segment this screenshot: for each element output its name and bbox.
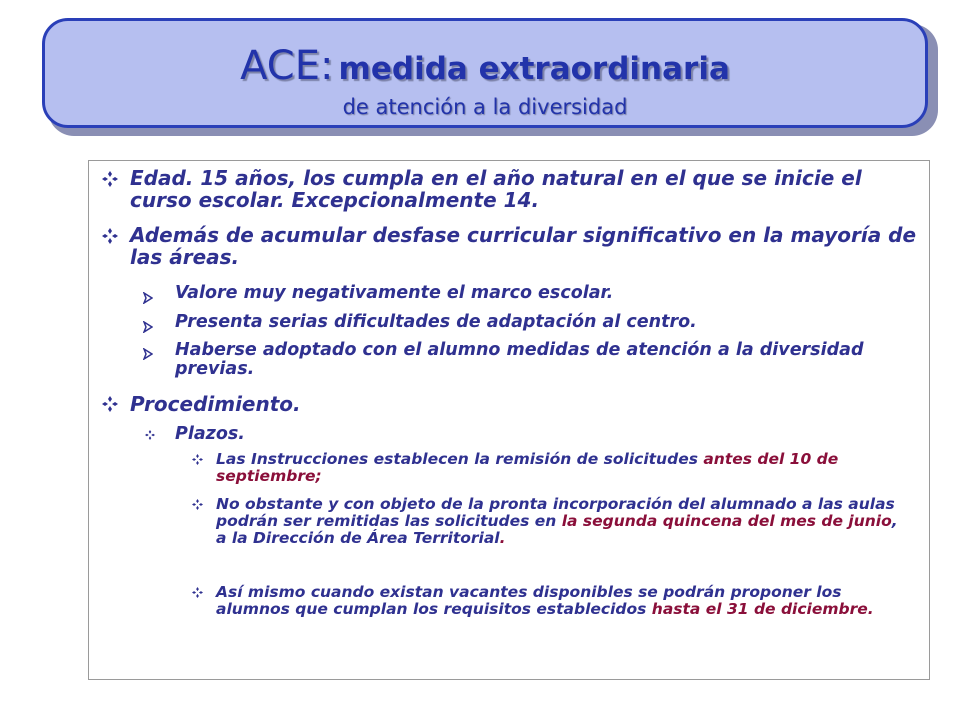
list-item-instrucciones bbox=[216, 451, 916, 485]
small-four-diamond-icon bbox=[192, 587, 203, 598]
no-obstante-text: No obstante y con objeto de la pronta incorporación del alumnado a las aulas podrán ser remitidas las solicitudes en bbox=[216, 495, 895, 530]
small-four-diamond-icon bbox=[192, 499, 203, 510]
list-item-adaptacion: Presenta serias dificultades de adaptación al centro. bbox=[175, 312, 697, 332]
list-item-no-obstante bbox=[216, 496, 906, 547]
arrowhead-icon bbox=[143, 345, 153, 364]
no-obstante-period: . bbox=[499, 529, 506, 547]
small-four-diamond-icon bbox=[192, 454, 203, 465]
title-box bbox=[42, 18, 928, 128]
four-diamond-icon bbox=[102, 396, 118, 412]
list-item-edad: Edad. 15 años, los cumpla en el año natural en el que se inicie el curso escolar. Excepcionalmente 14. bbox=[130, 166, 862, 212]
title-ace: ACE: bbox=[240, 43, 334, 89]
instrucciones-deadline: antes del 10 de septiembre; bbox=[216, 450, 839, 485]
list-item-marco: Valore muy negativamente el marco escolar. bbox=[175, 283, 614, 303]
instrucciones-text: Las Instrucciones establecen la remisión de solicitudes bbox=[216, 450, 704, 468]
arrowhead-icon bbox=[143, 289, 153, 308]
list-item-plazos: Plazos. bbox=[175, 424, 245, 444]
arrowhead-icon bbox=[143, 318, 153, 337]
list-item-desfase: Además de acumular desfase curricular significativo en la mayoría de las áreas. bbox=[130, 223, 917, 269]
list-item-procedimiento: Procedimiento. bbox=[130, 392, 301, 416]
list-item-medidas: Haberse adoptado con el alumno medidas de atención a la diversidad previas. bbox=[175, 340, 864, 379]
asi-mismo-text: Así mismo cuando existan vacantes disponibles se podrán proponer los alumnos que cumplan los requisitos establecidos bbox=[216, 583, 842, 618]
title-main bbox=[45, 43, 925, 89]
title-medida: medida extraordinaria bbox=[338, 51, 730, 87]
title-subtitle: de atención a la diversidad bbox=[342, 95, 628, 119]
asi-mismo-deadline: hasta el 31 de diciembre. bbox=[651, 600, 874, 618]
small-four-diamond-icon bbox=[145, 430, 155, 440]
four-diamond-icon bbox=[102, 171, 118, 187]
list-item-asi-mismo bbox=[216, 584, 906, 618]
four-diamond-icon bbox=[102, 228, 118, 244]
no-obstante-deadline: la segunda quincena del mes de junio bbox=[561, 512, 892, 530]
no-obstante-text-end: , a la Dirección de Área Territorial bbox=[216, 512, 898, 547]
